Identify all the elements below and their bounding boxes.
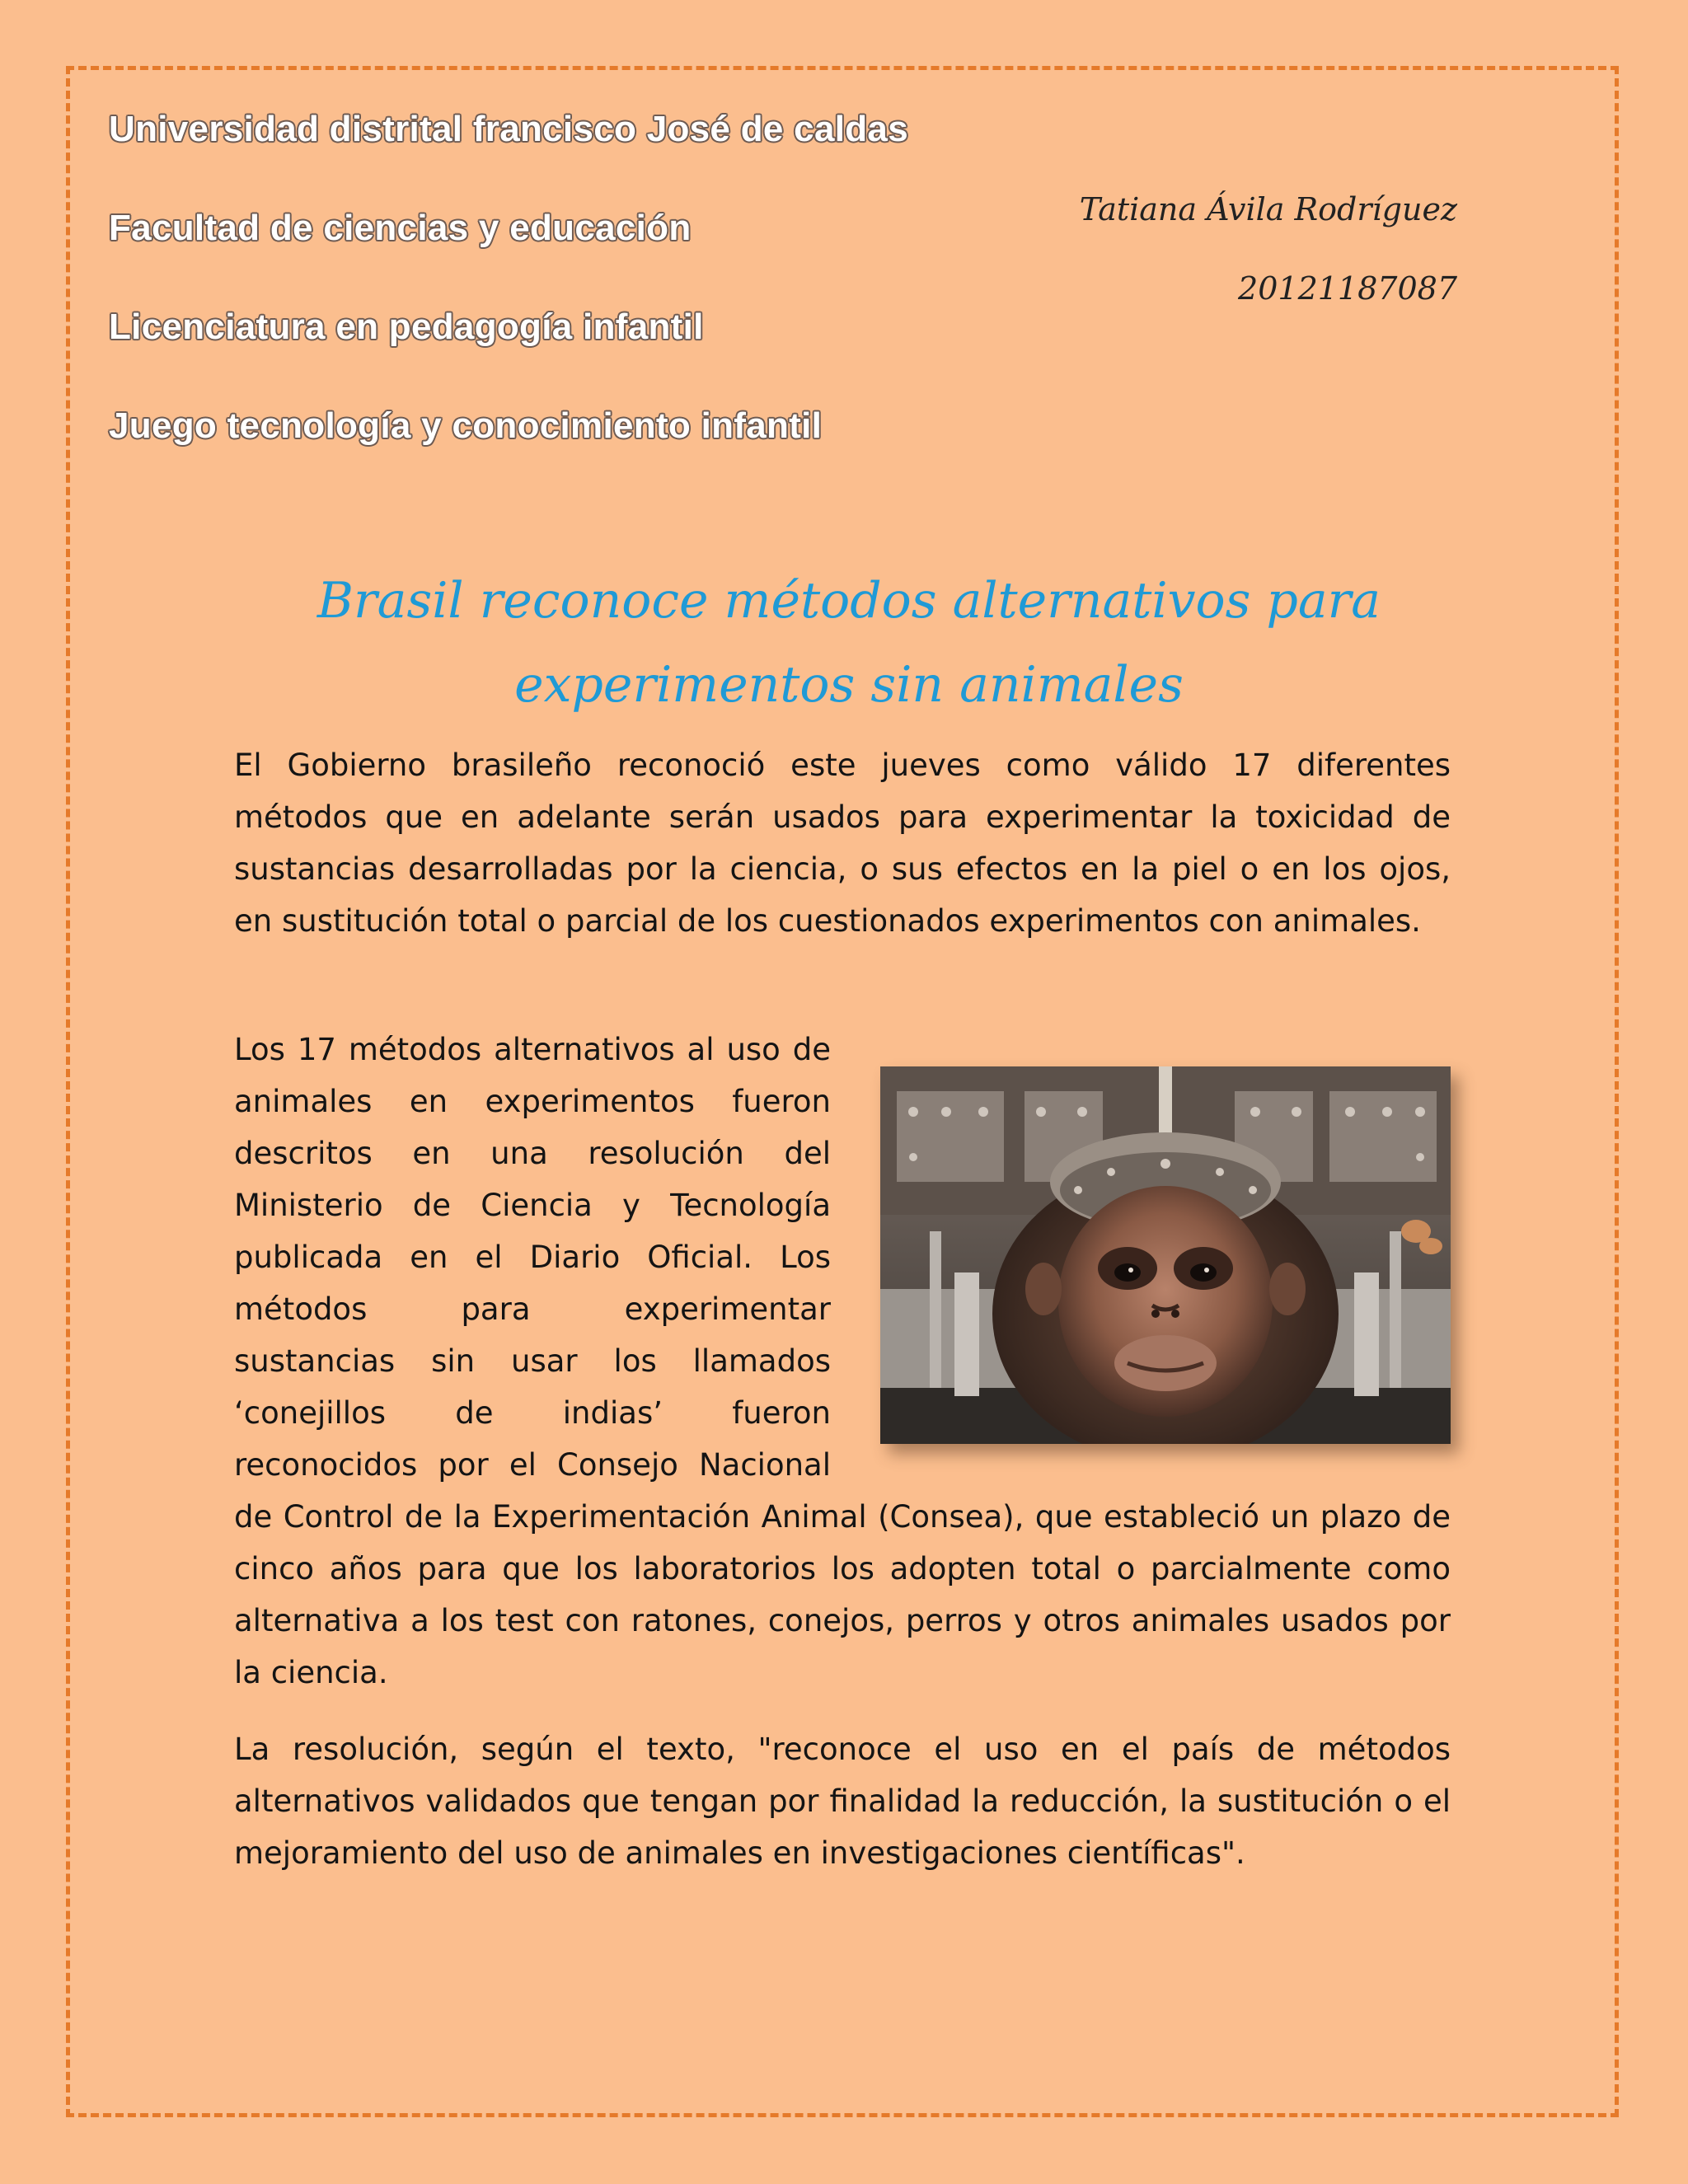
program-name: Licenciatura en pedagogía infantil <box>109 307 704 347</box>
article-paragraph-2-block <box>234 1024 1451 1699</box>
faculty-name: Facultad de ciencias y educación <box>109 208 692 248</box>
university-name: Universidad distrital francisco José de caldas <box>109 109 908 149</box>
student-id: 20121187087 <box>1238 270 1457 307</box>
article-paragraph-1: El Gobierno brasileño reconoció este jueves como válido 17 diferentes métodos que en adelante serán usados para experimentar la toxicidad de sustancias desarrolladas por la ciencia, o sus efectos en la piel o en los ojos, en sustitución total o parcial de los cuestionados experimentos con animales. <box>234 748 1451 939</box>
article-paragraph-3: La resolución, según el texto, "reconoce el uso en el país de métodos alternativos validados que tengan por finalidad la reducción, la sustitución o el mejoramiento del uso de animales en investigaciones científicas". <box>234 1732 1451 1871</box>
author-name: Tatiana Ávila Rodríguez <box>1079 191 1457 227</box>
course-name: Juego tecnología y conocimiento infantil <box>109 405 823 446</box>
article-title: Brasil reconoce métodos alternativos para experimentos sin animales <box>316 572 1381 714</box>
article-paragraph-2: Los 17 métodos alternativos al uso de animales en experimentos fueron descritos en una resolución del Ministerio de Ciencia y Tecnología publicada en el Diario Oficial. Los métodos para experimentar sustancias sin usar los llamados ‘conejillos de indias’ fueron reconocidos por el Consejo Nacional de Control de la Experimentación Animal (Consea), que estableció un plazo de cinco años para que los laboratorios los adopten total o parcialmente como alternativa a los test con ratones, conejos, perros y otros animales usados por la ciencia. <box>234 1032 1451 1690</box>
monkey-photo <box>880 1066 1451 1444</box>
